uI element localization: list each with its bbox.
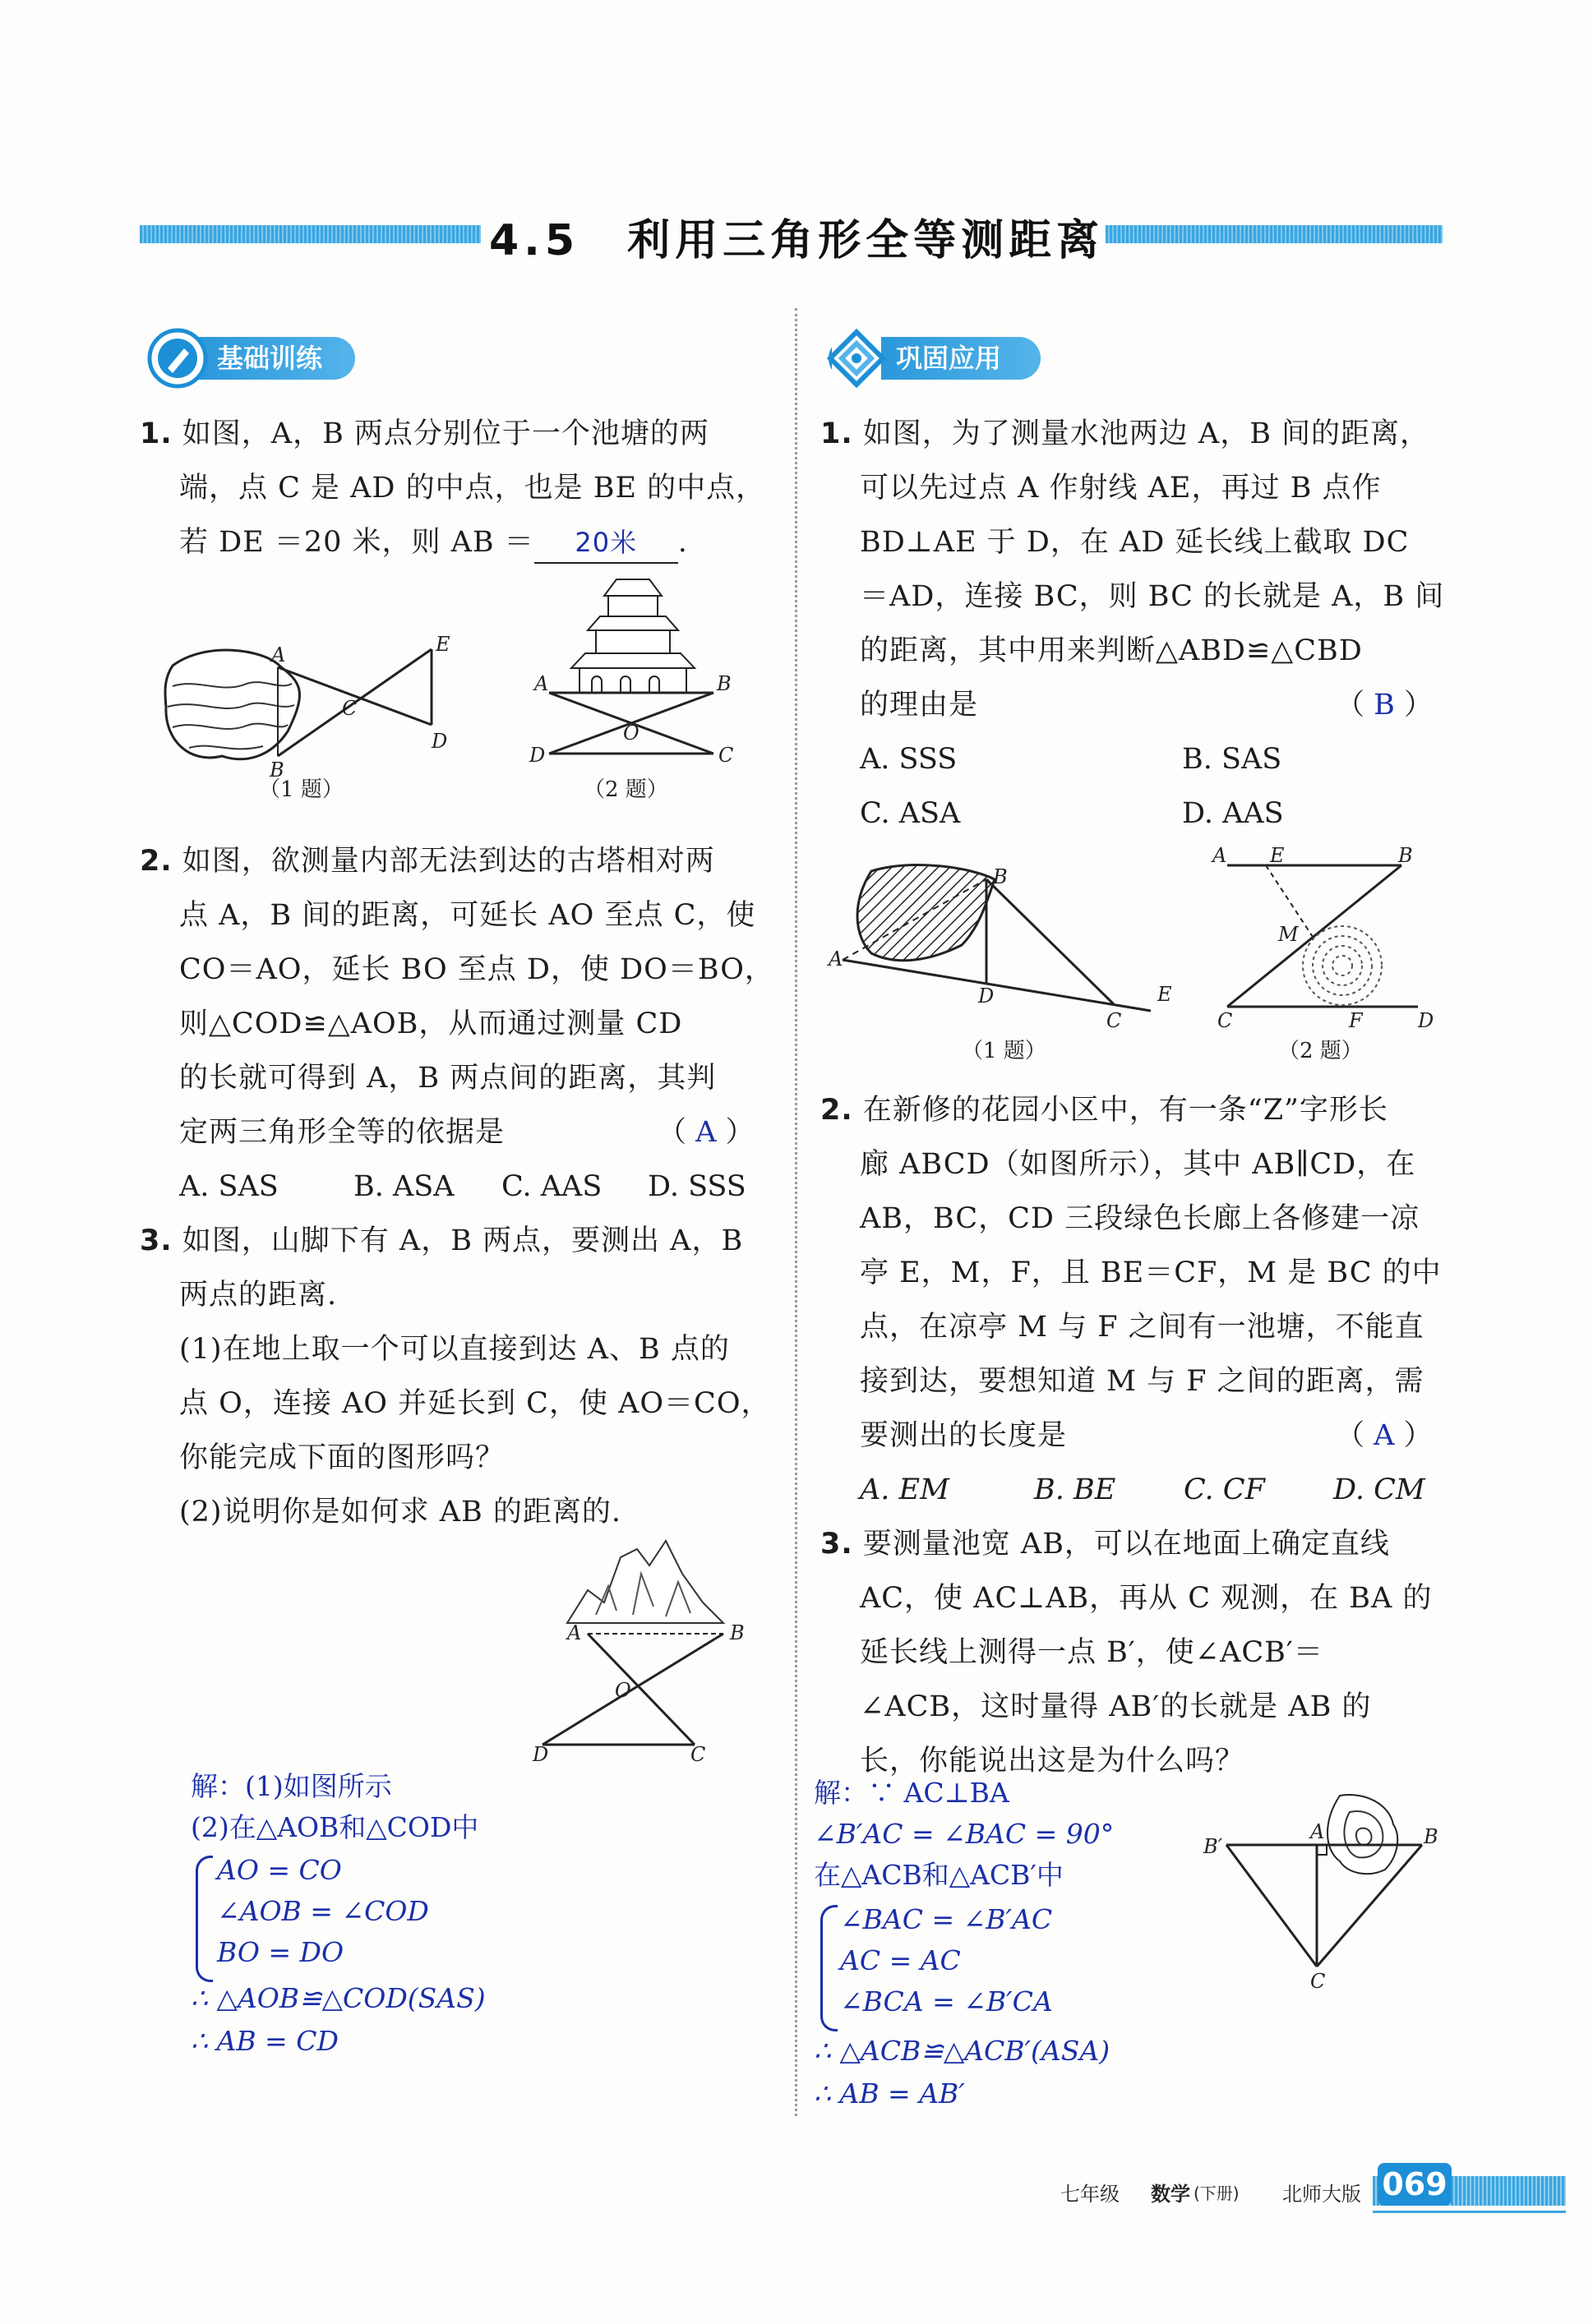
right-q2-answer-paren[interactable]: （ A ） (1336, 1419, 1433, 1452)
left-q1-line3: 若 DE ＝20 米，则 AB ＝ 20米 . (179, 515, 688, 569)
right-solution-cond1: ∠BAC = ∠B′AC (840, 1903, 1053, 1935)
left-q2-choice-a[interactable]: A. SAS (179, 1170, 279, 1203)
right-q1-choice-a[interactable]: A. SSS (860, 743, 958, 776)
left-figure-1-pond (156, 633, 469, 781)
right-q3-num: 3. (820, 1528, 853, 1561)
right-solution-line3: 在△ACB和△ACB′中 (814, 1859, 1064, 1891)
right-q2-line2: 廊 ABCD（如图所示），其中 AB∥CD，在 (860, 1148, 1416, 1181)
page-number: 069 (1378, 2163, 1452, 2206)
left-q2-line2: 点 A，B 间的距离，可延长 AO 至点 C，使 (179, 899, 756, 932)
left-solution-line1: 解：(1)如图所示 (191, 1770, 392, 1802)
left-solution-line3: ∴ △AOB≌△COD(SAS) (191, 1982, 486, 2014)
left-q3-line4: 点 O，连接 AO 并延长到 C，使 AO＝CO， (179, 1387, 771, 1420)
right-q2-answer: A (1374, 1419, 1395, 1452)
right-q3-line5: 长，你能说出这是为什么吗？ (860, 1745, 1245, 1778)
left-q2-line5: 的长就可得到 A，B 两点间的距离，其判 (179, 1062, 717, 1095)
label-E: E (436, 633, 450, 656)
label-D: D (978, 984, 995, 1008)
label-D: D (1418, 1009, 1434, 1031)
right-q1-line2: 可以先过点 A 作射线 AE，再过 B 点作 (860, 472, 1382, 505)
left-q2-answer-paren[interactable]: （ A ） (658, 1116, 755, 1149)
title-bar-left (140, 225, 481, 243)
label-A: A (271, 643, 286, 666)
right-solution-brace (820, 1905, 838, 2031)
right-q3-line3: 延长线上测得一点 B′，使∠ACB′＝ (860, 1636, 1323, 1669)
left-solution-brace (196, 1856, 213, 1982)
right-solution-line1: 解：∵ AC⊥BA (814, 1777, 1009, 1809)
title-bar-right (1106, 225, 1443, 243)
right-q2-choice-a[interactable]: A. EM (860, 1473, 949, 1506)
label-A: A (567, 1621, 582, 1644)
label-E: E (1270, 844, 1285, 867)
label-B: B (730, 1621, 745, 1644)
right-solution-line2: ∠B′AC = ∠BAC = 90° (814, 1818, 1115, 1850)
section-badge-basic (150, 337, 355, 380)
left-q3-line2: 两点的距离. (179, 1279, 338, 1312)
label-C: C (690, 1743, 706, 1763)
left-figure-2-pagoda (526, 571, 748, 768)
right-q2-num: 2. (820, 1094, 853, 1127)
label-B: B (1424, 1825, 1438, 1848)
right-q1-choice-b[interactable]: B. SAS (1182, 743, 1282, 776)
label-A: A (829, 948, 843, 971)
section-title-apply: 巩固应用 (896, 343, 1002, 374)
page-title: 4.5 利用三角形全等测距离 (489, 216, 1105, 265)
right-fig1-caption: （1 题） (962, 1039, 1046, 1063)
left-q2-answer: A (695, 1116, 717, 1149)
right-q3-line2: AC，使 AC⊥AB，再从 C 观测，在 BA 的 (860, 1582, 1433, 1615)
right-q2-choice-d[interactable]: D. CM (1333, 1473, 1425, 1506)
label-A: A (1212, 844, 1227, 867)
right-solution-line5: ∴ AB = AB′ (814, 2077, 965, 2110)
footer-subject: 数学 (1151, 2183, 1190, 2206)
right-q1-line5: 的距离，其中用来判断△ABD≌△CBD (860, 634, 1363, 667)
knot-badge-icon (824, 325, 889, 391)
left-q1-line2: 端，点 C 是 AD 的中点，也是 BE 的中点， (179, 472, 766, 505)
left-solution-cond3: BO = DO (217, 1936, 344, 1968)
left-q1-num: 1. (140, 417, 173, 450)
label-C: C (1310, 1970, 1326, 1993)
left-q2-num: 2. (140, 845, 173, 878)
right-solution-cond2: AC = AC (840, 1944, 961, 1976)
right-q2-line4: 亭 E，M，F，且 BE＝CF，M 是 BC 的中 (860, 1257, 1442, 1289)
right-q2-choice-b[interactable]: B. BE (1034, 1473, 1116, 1506)
left-q1-answer-blank[interactable]: 20米 (534, 523, 678, 564)
section-badge-apply (829, 337, 1041, 380)
right-figure-3-pond (1200, 1787, 1447, 1993)
right-q3-line1: 3. 要测量池宽 AB，可以在地面上确定直线 (820, 1528, 1390, 1561)
right-q3-line4: ∠ACB，这时量得 AB′的长就是 AB 的 (860, 1690, 1372, 1723)
right-q1-answer-paren[interactable]: （ B ） (1336, 689, 1434, 722)
left-fig1-caption: （1 题） (259, 777, 344, 802)
label-B: B (1398, 844, 1413, 867)
left-figure-3-mountain (526, 1524, 773, 1763)
right-q1-answer: B (1374, 689, 1395, 722)
right-q1-line6: 的理由是 (860, 689, 979, 722)
right-figure-2-corridor (1204, 842, 1451, 1031)
section-title-basic: 基础训练 (217, 343, 323, 374)
left-solution-line2: (2)在△AOB和△COD中 (191, 1811, 479, 1843)
label-B: B (993, 865, 1008, 888)
label-B: B (717, 672, 732, 695)
right-solution-cond3: ∠BCA = ∠B′CA (840, 1985, 1053, 2017)
right-q1-choice-d[interactable]: D. AAS (1182, 797, 1284, 830)
label-C: C (1106, 1009, 1122, 1032)
footer-grade: 七年级 (1060, 2183, 1120, 2206)
label-B: B (270, 759, 284, 781)
left-q3-line1: 3. 如图，山脚下有 A，B 两点，要测出 A，B (140, 1224, 744, 1257)
label-D: D (432, 730, 448, 753)
label-A: A (1310, 1820, 1325, 1843)
left-q2-choice-c[interactable]: C. AAS (501, 1170, 603, 1203)
label-F: F (1349, 1009, 1363, 1031)
right-figure-1-pond (822, 855, 1184, 1035)
right-q2-line6: 接到达，要想知道 M 与 F 之间的距离，需 (860, 1365, 1424, 1398)
right-q1-line4: ＝AD，连接 BC，则 BC 的长就是 A，B 间 (860, 580, 1445, 613)
footer-underline (1373, 2211, 1566, 2213)
label-C: C (342, 697, 358, 720)
right-q1-choice-c[interactable]: C. ASA (860, 797, 961, 830)
left-fig2-caption: （2 题） (584, 777, 668, 802)
label-B-prime: B′ (1203, 1835, 1223, 1858)
right-q2-choice-c[interactable]: C. CF (1184, 1473, 1265, 1506)
left-q2-line4: 则△COD≌△AOB，从而通过测量 CD (179, 1008, 683, 1040)
right-q2-line5: 点，在凉亭 M 与 F 之间有一池塘，不能直 (860, 1311, 1424, 1344)
pencil-badge-icon (145, 325, 210, 391)
label-E: E (1157, 983, 1172, 1006)
left-solution-cond1: AO = CO (217, 1854, 342, 1886)
footer-volume: (下册) (1194, 2183, 1240, 2203)
right-q1-line1: 1. 如图，为了测量水池两边 A，B 间的距离， (820, 417, 1430, 450)
label-D: D (529, 744, 546, 767)
label-C: C (1217, 1009, 1233, 1031)
label-D: D (533, 1743, 549, 1763)
left-q2-line1: 2. 如图，欲测量内部无法到达的古塔相对两 (140, 845, 715, 878)
left-q2-line6: 定两三角形全等的依据是 (179, 1116, 506, 1149)
label-A: A (534, 672, 549, 695)
left-q2-choice-b[interactable]: B. ASA (353, 1170, 455, 1203)
label-M: M (1278, 923, 1299, 946)
right-solution-line4: ∴ △ACB≌△ACB′(ASA) (814, 2035, 1110, 2067)
footer-edition: 北师大版 (1282, 2183, 1361, 2206)
left-q3-line3: (1)在地上取一个可以直接到达 A、B 点的 (179, 1333, 730, 1366)
right-q1-num: 1. (820, 417, 853, 450)
right-fig2-caption: （2 题） (1278, 1039, 1363, 1063)
left-q3-num: 3. (140, 1224, 173, 1257)
left-q2-choice-d[interactable]: D. SSS (648, 1170, 746, 1203)
label-C: C (718, 744, 734, 767)
right-q2-line3: AB，BC，CD 三段绿色长廊上各修建一凉 (860, 1202, 1420, 1235)
right-q1-line3: BD⊥AE 于 D，在 AD 延长线上截取 DC (860, 526, 1410, 559)
left-q3-line6: (2)说明你是如何求 AB 的距离的. (179, 1496, 621, 1529)
label-O: O (615, 1679, 631, 1702)
left-solution-line4: ∴ AB = CD (191, 2025, 339, 2057)
left-q1-line1: 1. 如图，A，B 两点分别位于一个池塘的两 (140, 417, 709, 450)
label-O: O (623, 722, 640, 745)
left-solution-cond2: ∠AOB = ∠COD (217, 1895, 429, 1927)
left-q3-line5: 你能完成下面的图形吗？ (179, 1441, 506, 1474)
left-q2-line3: CO＝AO，延长 BO 至点 D，使 DO＝BO， (179, 953, 774, 986)
right-q2-line1: 2. 在新修的花园小区中，有一条“Z”字形长 (820, 1094, 1388, 1127)
right-q2-line7: 要测出的长度是 (860, 1419, 1068, 1452)
column-divider (795, 308, 797, 2116)
